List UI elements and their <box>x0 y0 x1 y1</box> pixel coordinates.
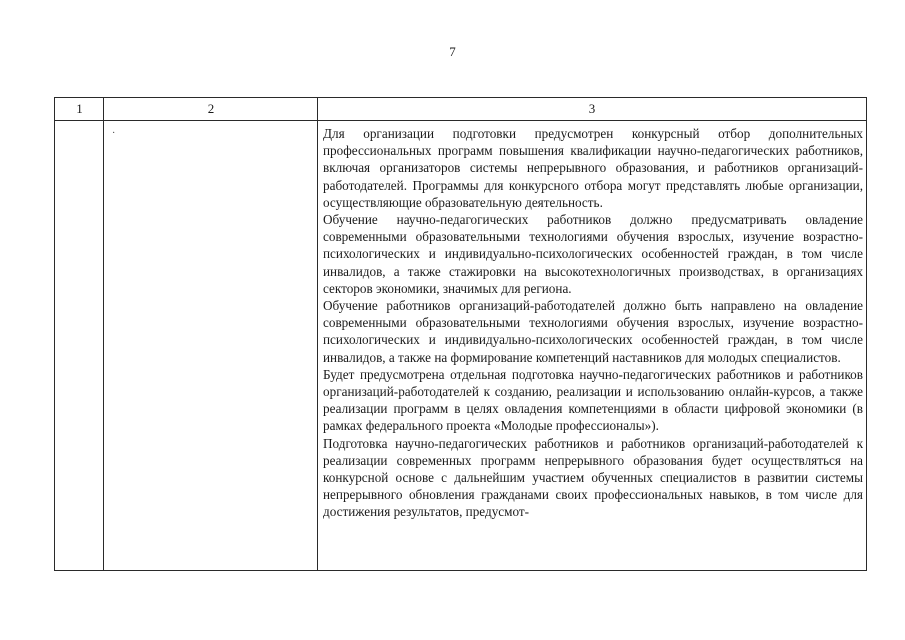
paragraph: Для организации подготовки предусмотрен конкурсный отбор дополнительных профессиональных программ повышения квалификации научно-педагогических работников, включая организаторов системы непрерывного образования, и работников организаций-работодателей. Программы для конкурсного отбора могут представлять любые организации, осуществляющие образовательную деятельность. <box>323 126 863 210</box>
header-cell-col-2: 2 <box>207 101 215 116</box>
page-number: 7 <box>449 44 456 59</box>
scan-dot: · <box>112 128 116 139</box>
column-divider <box>317 98 318 570</box>
header-cell-col-1: 1 <box>76 101 83 116</box>
paragraph: Будет предусмотрена отдельная подготовка научно-педагогических работников и работников организаций-работодателей к созданию, реализации и использованию онлайн-курсов, а также реализации программ в целях овладения компетенциями в области цифровой экономики (в рамках федерального проекта «Молодые профессионалы»). <box>323 366 863 434</box>
header-cell-col-3: 3 <box>588 101 596 116</box>
column-divider <box>103 98 104 570</box>
table-header-row <box>55 98 866 121</box>
paragraph: Обучение научно-педагогических работников должно предусматривать овладение современными образовательными технологиями обучения взрослых, изучение возрастно-психологических и индивидуально-психологических особенностей граждан, в том числе инвалидов, а также стажировки на высокотехнологичных производствах, в организациях секторов экономики, значимых для региона. <box>323 212 863 296</box>
column-3-text <box>323 125 863 521</box>
document-table <box>54 97 867 571</box>
paragraph: Обучение работников организаций-работодателей должно быть направлено на овладение современными образовательными технологиями обучения взрослых, изучение возрастно-психологических и индивидуально-психологических особенностей граждан, в том числе инвалидов, а также на формирование компетенций наставников для молодых специалистов. <box>323 298 863 365</box>
paragraph: Подготовка научно-педагогических работников и работников организаций-работодателей к реализации современных программ непрерывного образования будет осуществляться на конкурсной основе с дальнейшим участием обученных специалистов в развитии системы непрерывного обновления гражданами своих профессиональных навыков, в том числе для достижения результатов, предусмот- <box>323 435 863 520</box>
